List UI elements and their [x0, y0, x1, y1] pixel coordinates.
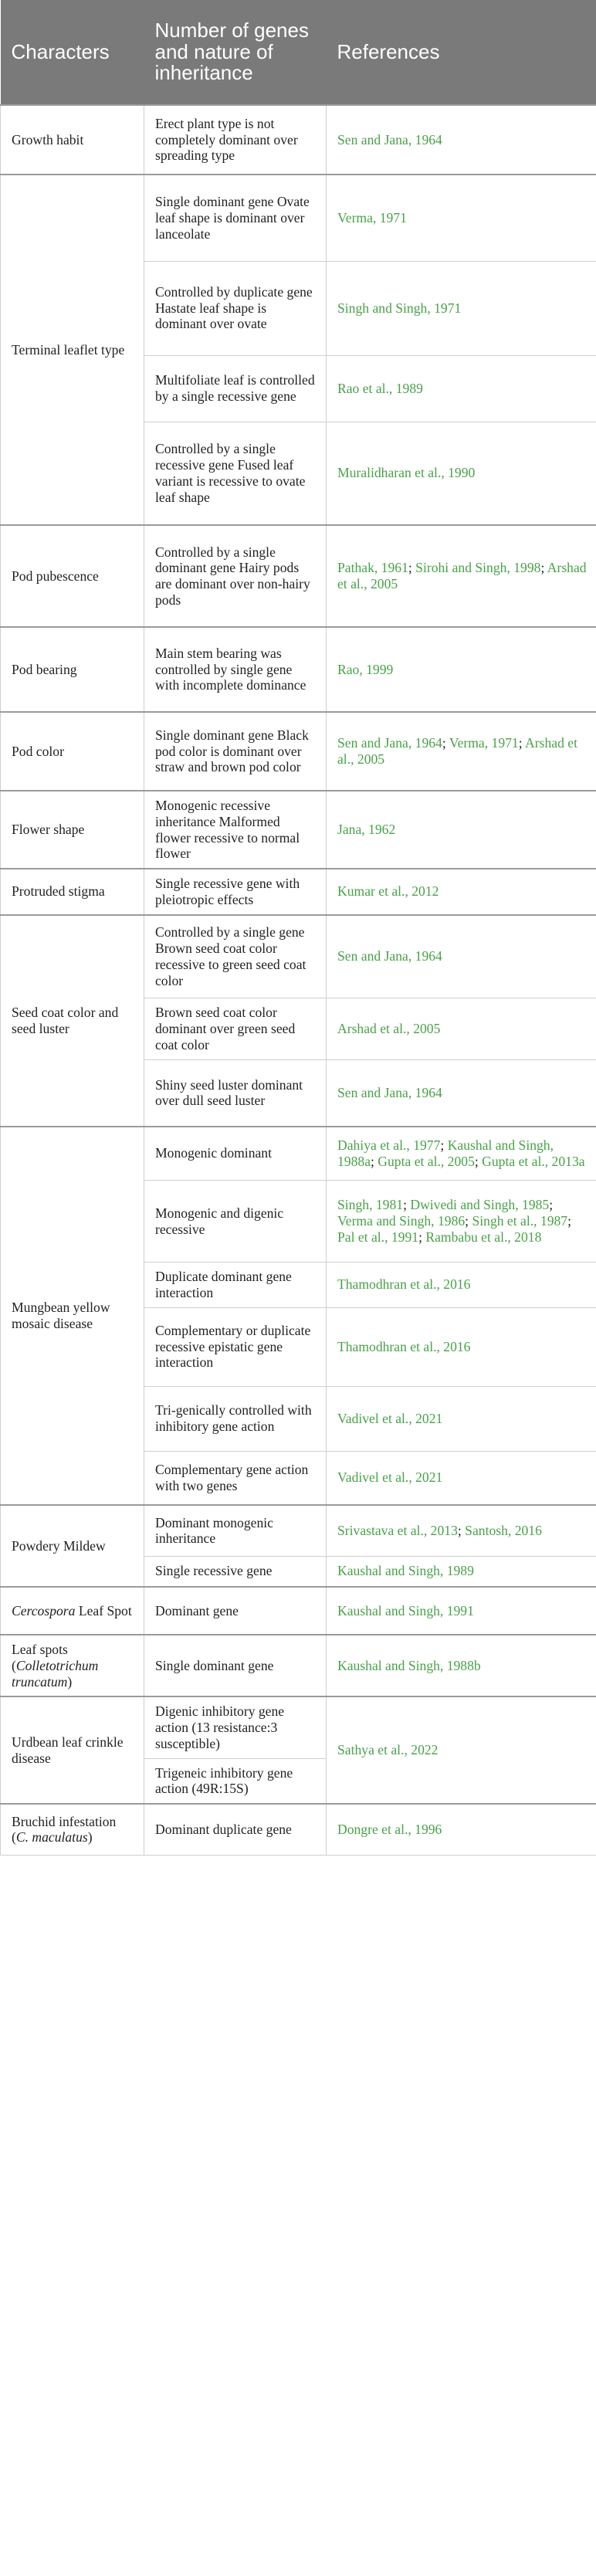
inheritance-cell: Brown seed coat color dominant over green seed coat color [144, 998, 327, 1060]
inheritance-cell: Monogenic recessive inheritance Malformed flower recessive to normal flower [144, 791, 327, 869]
references-cell [327, 1696, 596, 1804]
reference-link[interactable]: Dongre et al., 1996 [337, 1821, 442, 1837]
reference-link[interactable]: Rambabu et al., 2018 [425, 1229, 542, 1245]
character-cell: Growth habit [1, 105, 144, 175]
reference-link[interactable]: Jana, 1962 [337, 822, 396, 838]
reference-link[interactable]: Verma and Singh, 1986 [337, 1213, 466, 1229]
table-row [1, 712, 596, 791]
reference-link[interactable]: Sen and Jana, 1964 [337, 735, 442, 751]
reference-separator: ; [403, 1197, 411, 1213]
references-cell [327, 355, 596, 422]
reference-link[interactable]: Muralidharan et al., 1990 [337, 465, 476, 481]
inheritance-cell: Multifoliate leaf is controlled by a single recessive gene [144, 355, 327, 422]
reference-link[interactable]: Arshad et al., 2005 [337, 560, 587, 591]
inheritance-cell: Dominant duplicate gene [144, 1804, 327, 1855]
reference-separator: ; [474, 1153, 483, 1169]
references-cell [327, 261, 596, 355]
header-row [1, 0, 596, 105]
references-cell [327, 998, 596, 1060]
table-row [1, 1587, 596, 1635]
references-cell [327, 1635, 596, 1696]
reference-separator: ; [371, 1153, 378, 1169]
inheritance-cell: Duplicate dominant gene interaction [144, 1263, 327, 1308]
species-name: Cercospora [12, 1602, 76, 1618]
reference-link[interactable]: Kaushal and Singh, 1991 [337, 1602, 474, 1618]
reference-link[interactable]: Kaushal and Singh, 1989 [337, 1563, 474, 1579]
inheritance-cell: Dominant gene [144, 1587, 327, 1635]
references-cell [327, 712, 596, 791]
references-cell [327, 422, 596, 525]
inheritance-cell: Controlled by duplicate gene Hastate leaf shape is dominant over ovate [144, 261, 327, 355]
table-row [1, 1804, 596, 1855]
inheritance-cell: Single dominant gene Ovate leaf shape is dominant over lanceolate [144, 175, 327, 261]
table-row [1, 175, 596, 261]
inheritance-cell: Single recessive gene [144, 1556, 327, 1587]
inheritance-cell: Monogenic and digenic recessive [144, 1181, 327, 1263]
character-cell: Pod bearing [1, 627, 144, 712]
references-cell [327, 1263, 596, 1308]
reference-link[interactable]: Santosh, 2016 [465, 1522, 542, 1538]
character-cell: Flower shape [1, 791, 144, 869]
inheritance-cell: Shiny seed luster dominant over dull seed luster [144, 1060, 327, 1127]
character-cell: Pod pubescence [1, 525, 144, 627]
table-row [1, 1635, 596, 1696]
references-cell [327, 1181, 596, 1263]
reference-separator: ; [440, 1137, 448, 1153]
inheritance-cell: Tri-genically controlled with inhibitory gene action [144, 1386, 327, 1451]
inheritance-cell: Dominant monogenic inheritance [144, 1505, 327, 1556]
reference-link[interactable]: Singh et al., 1987 [472, 1213, 568, 1229]
reference-link[interactable]: Singh, 1981 [337, 1197, 404, 1213]
reference-link[interactable]: Dwivedi and Singh, 1985 [410, 1197, 550, 1213]
reference-separator: ; [418, 1229, 426, 1245]
character-cell: Leaf spots (Colletotrichum truncatum) [1, 1635, 144, 1696]
character-cell: Powdery Mildew [1, 1505, 144, 1587]
reference-link[interactable]: Verma, 1971 [337, 209, 407, 225]
references-cell [327, 1587, 596, 1635]
references-cell [327, 1804, 596, 1855]
reference-separator: ; [549, 1197, 554, 1213]
reference-link[interactable]: Arshad et al., 2005 [337, 735, 577, 767]
reference-separator: ; [540, 560, 547, 576]
references-cell [327, 627, 596, 712]
inheritance-cell: Controlled by a single dominant gene Hairy pods are dominant over non-hairy pods [144, 525, 327, 627]
inheritance-cell: Trigeneic inhibitory gene action (49R:15S) [144, 1758, 327, 1804]
reference-link[interactable]: Singh and Singh, 1971 [337, 300, 462, 316]
reference-link[interactable]: Verma, 1971 [449, 735, 519, 751]
reference-link[interactable]: Pathak, 1961 [337, 560, 408, 576]
reference-link[interactable]: Kaushal and Singh, 1988b [337, 1657, 481, 1673]
reference-separator: ; [408, 560, 416, 576]
inheritance-cell: Controlled by a single recessive gene Fused leaf variant is recessive to ovate leaf shape [144, 422, 327, 525]
inheritance-cell: Controlled by a single gene Brown seed coat color recessive to green seed coat color [144, 915, 327, 998]
inheritance-cell: Erect plant type is not completely dominant over spreading type [144, 105, 327, 175]
table-body [1, 105, 596, 1855]
table-row [1, 627, 596, 712]
species-name: Colletotrichum truncatum [12, 1657, 99, 1690]
reference-link[interactable]: Sathya et al., 2022 [337, 1742, 439, 1758]
inheritance-cell: Single dominant gene [144, 1635, 327, 1696]
inheritance-cell: Complementary or duplicate recessive epistatic gene interaction [144, 1307, 327, 1386]
species-name: C. maculatus [15, 1829, 88, 1846]
character-cell: Seed coat color and seed luster [1, 915, 144, 1127]
inheritance-cell: Single dominant gene Black pod color is dominant over straw and brown pod color [144, 712, 327, 791]
inheritance-cell: Main stem bearing was controlled by single gene with incomplete dominance [144, 627, 327, 712]
reference-separator: ; [518, 735, 526, 751]
reference-link[interactable]: Dahiya et al., 1977 [337, 1137, 441, 1153]
reference-link[interactable]: Kaushal and Singh, 1988a [337, 1137, 554, 1169]
reference-separator: ; [465, 1213, 472, 1229]
character-cell: Protruded stigma [1, 869, 144, 915]
references-cell [327, 869, 596, 915]
reference-separator: ; [442, 735, 449, 751]
reference-link[interactable]: Sirohi and Singh, 1998 [415, 560, 541, 576]
header-characters: Characters [1, 0, 144, 105]
table-row [1, 791, 596, 869]
reference-link[interactable]: Kumar et al., 2012 [337, 883, 439, 900]
table-row [1, 105, 596, 175]
header-inheritance: Number of genes and nature of inheritance [144, 0, 327, 105]
references-cell [327, 1060, 596, 1127]
references-cell [327, 1127, 596, 1181]
reference-link[interactable]: Vadivel et al., 2021 [337, 1469, 443, 1486]
reference-link[interactable]: Rao et al., 1989 [337, 380, 423, 396]
character-cell: Urdbean leaf crinkle disease [1, 1696, 144, 1804]
table-row [1, 1505, 596, 1556]
inheritance-cell: Single recessive gene with pleiotropic effects [144, 869, 327, 915]
table-row [1, 1696, 596, 1758]
reference-link[interactable]: Arshad et al., 2005 [337, 1021, 441, 1037]
reference-link[interactable]: Pal et al., 1991 [337, 1229, 419, 1245]
references-cell [327, 915, 596, 998]
reference-link[interactable]: Sen and Jana, 1964 [337, 948, 442, 964]
character-cell: Terminal leaflet type [1, 175, 144, 525]
table-row [1, 869, 596, 915]
character-cell: Bruchid infestation (C. maculatus) [1, 1804, 144, 1855]
table-row [1, 525, 596, 627]
reference-link[interactable]: Sen and Jana, 1964 [337, 1084, 442, 1100]
reference-link[interactable]: Gupta et al., 2013a [482, 1153, 585, 1169]
header-references: References [327, 0, 596, 105]
table-row [1, 915, 596, 998]
character-cell: Mungbean yellow mosaic disease [1, 1127, 144, 1506]
reference-link[interactable]: Sen and Jana, 1964 [337, 131, 442, 147]
reference-link[interactable]: Vadivel et al., 2021 [337, 1410, 443, 1426]
inheritance-cell: Complementary gene action with two genes [144, 1451, 327, 1505]
reference-link[interactable]: Srivastava et al., 2013 [337, 1522, 458, 1538]
references-cell [327, 1386, 596, 1451]
references-cell [327, 1556, 596, 1587]
references-cell [327, 791, 596, 869]
references-cell [327, 1451, 596, 1505]
reference-link[interactable]: Thamodhran et al., 2016 [337, 1276, 471, 1293]
character-cell: Cercospora Leaf Spot [1, 1587, 144, 1635]
reference-separator: ; [457, 1522, 466, 1538]
inheritance-cell: Monogenic dominant [144, 1127, 327, 1181]
reference-separator: ; [567, 1213, 571, 1229]
reference-link[interactable]: Rao, 1999 [337, 661, 394, 677]
table-row [1, 1127, 596, 1181]
references-cell [327, 105, 596, 175]
references-cell [327, 525, 596, 627]
character-cell: Pod color [1, 712, 144, 791]
inheritance-cell: Digenic inhibitory gene action (13 resistance:3 susceptible) [144, 1696, 327, 1758]
reference-link[interactable]: Thamodhran et al., 2016 [337, 1338, 471, 1354]
reference-link[interactable]: Gupta et al., 2005 [378, 1153, 475, 1169]
references-cell [327, 1307, 596, 1386]
references-cell [327, 1505, 596, 1556]
references-cell [327, 175, 596, 261]
